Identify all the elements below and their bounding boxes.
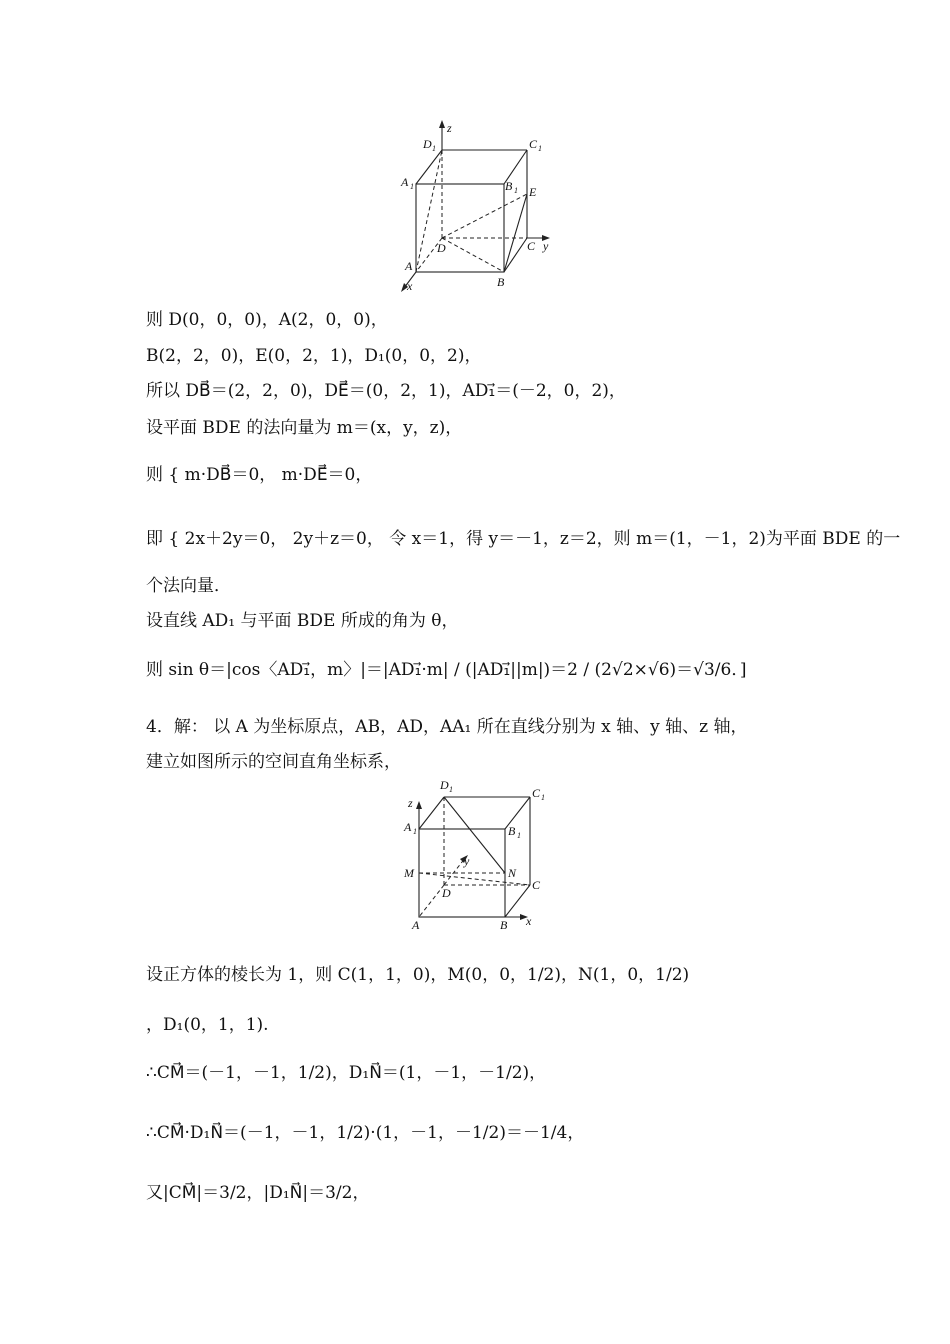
- text-line: 建立如图所示的空间直角坐标系，: [146, 752, 401, 772]
- text-line: 设正方体的棱长为 1，则 C(1，1，0)，M(0，0，1/2)，N(1，0，1/2): [146, 965, 690, 985]
- text-line: 设直线 AD₁ 与平面 BDE 所成的角为 θ，: [146, 611, 459, 631]
- svg-text:A: A: [405, 259, 413, 273]
- svg-text:A: A: [412, 918, 420, 932]
- text-line: 个法向量．: [146, 576, 231, 596]
- cube1-front-face: [416, 184, 504, 272]
- text-line: 即 { 2x＋2y＝0， 2y＋z＝0， 令 x＝1，得 y＝－1，z＝2，则 m＝(1，－1，2)为平面 BDE 的一: [146, 529, 901, 549]
- text-line: ∴CM⃗＝(－1，－1，1/2)，D₁N⃗＝(1，－1，－1/2)，: [146, 1063, 547, 1083]
- text-line: ∴CM⃗·D₁N⃗＝(－1，－1，1/2)·(1，－1，－1/2)＝－1/4，: [146, 1123, 585, 1143]
- svg-text:A: A: [401, 175, 409, 189]
- svg-text:B: B: [500, 918, 508, 932]
- svg-text:x: x: [526, 914, 532, 928]
- svg-text:E: E: [529, 185, 537, 199]
- svg-text:C: C: [527, 239, 536, 253]
- text-line: 设平面 BDE 的法向量为 m＝(x，y，z)，: [146, 418, 463, 438]
- text-line: 则 sin θ＝|cos〈AD₁⃗，m〉|＝|AD₁⃗·m| / (|AD₁⃗||m|)＝2 / (2√2×√6)＝√3/6．]: [146, 660, 747, 680]
- svg-text:y: y: [543, 239, 549, 253]
- svg-text:1: 1: [517, 831, 521, 840]
- svg-text:N: N: [508, 866, 517, 880]
- svg-text:C: C: [529, 137, 538, 151]
- svg-text:y: y: [464, 854, 470, 868]
- svg-text:1: 1: [541, 793, 545, 802]
- text-line: 所以 DB⃗＝(2，2，0)，DE⃗＝(0，2，1)，AD₁⃗＝(－2，0，2)，: [146, 381, 626, 401]
- svg-text:M: M: [404, 866, 414, 880]
- label-z: z: [447, 121, 452, 135]
- svg-text:B: B: [497, 275, 505, 289]
- svg-text:1: 1: [413, 827, 417, 836]
- svg-text:D: D: [442, 886, 451, 900]
- figure-cube-2: [400, 775, 560, 935]
- svg-text:B: B: [505, 179, 513, 193]
- svg-text:C: C: [532, 878, 541, 892]
- svg-text:B: B: [508, 824, 516, 838]
- label-D1: D: [423, 137, 432, 151]
- text-line: 则 D(0，0，0)，A(2，0，0)，: [146, 310, 388, 330]
- figure-cube-1: [395, 118, 560, 298]
- svg-text:1: 1: [449, 785, 453, 794]
- svg-text:1: 1: [432, 144, 436, 153]
- svg-text:C: C: [532, 786, 541, 800]
- svg-text:A: A: [404, 820, 412, 834]
- svg-text:1: 1: [514, 186, 518, 195]
- text-line: ，D₁(0，1，1).: [146, 1015, 269, 1035]
- svg-text:D: D: [440, 778, 449, 792]
- text-line: 4．解： 以 A 为坐标原点，AB，AD，AA₁ 所在直线分别为 x 轴、y 轴、z 轴，: [146, 717, 748, 737]
- svg-text:x: x: [407, 279, 413, 293]
- text-line: 则 { m·DB⃗＝0， m·DE⃗＝0，: [146, 465, 373, 485]
- svg-text:1: 1: [538, 144, 542, 153]
- text-line: B(2，2，0)，E(0，2，1)，D₁(0，0，2)，: [146, 346, 482, 366]
- svg-text:z: z: [408, 796, 413, 810]
- svg-text:1: 1: [410, 182, 414, 191]
- text-line: 又|CM⃗|＝3/2，|D₁N⃗|＝3/2，: [146, 1183, 370, 1203]
- svg-text:D: D: [437, 241, 446, 255]
